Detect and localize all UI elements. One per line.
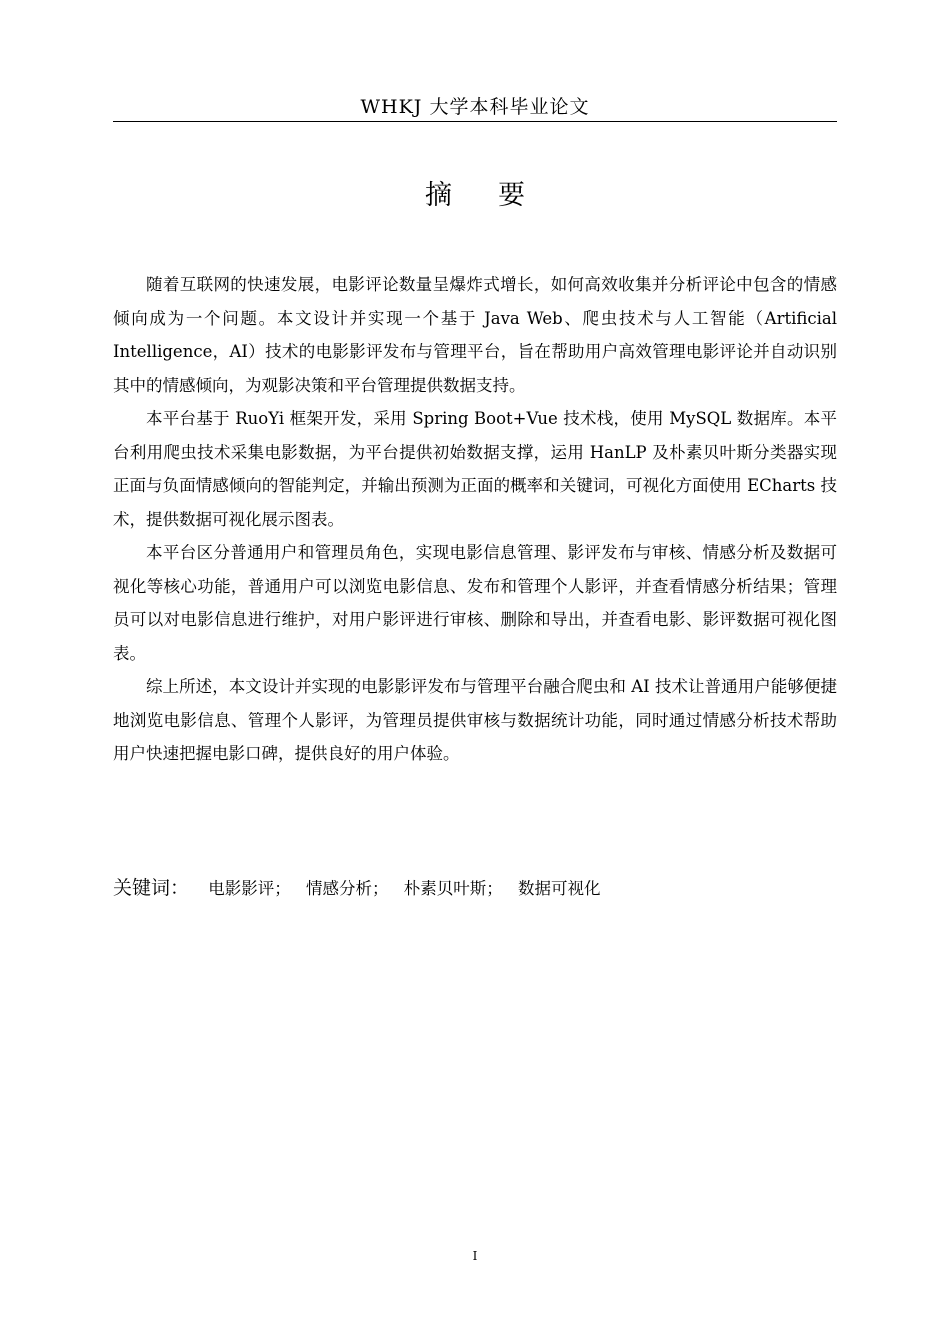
keywords-label: 关键词：: [113, 877, 190, 899]
abstract-paragraph: 随着互联网的快速发展，电影评论数量呈爆炸式增长，如何高效收集并分析评论中包含的情感倾向成为一个问题。本文设计并实现一个基于 Java Web、爬虫技术与人工智能（Artificial Intelligence，AI）技术的电影影评发布与管理平台，旨在帮助用户高效管理电影评论并自动识别其中的情感倾向，为观影决策和平台管理提供数据支持。: [113, 275, 837, 395]
abstract-title: 摘要: [425, 180, 571, 211]
keyword-item: 电影影评；: [208, 879, 291, 898]
keywords-line: [113, 872, 837, 905]
abstract-paragraph: 本平台基于 RuoYi 框架开发，采用 Spring Boot+Vue 技术栈，使用 MySQL 数据库。本平台利用爬虫技术采集电影数据，为平台提供初始数据支撑，运用 HanLP 及朴素贝叶斯分类器实现正面与负面情感倾向的智能判定，并输出预测为正面的概率和关键词，可视化方面使用 ECharts 技术，提供数据可视化展示图表。: [113, 409, 837, 529]
abstract-paragraph: 本平台区分普通用户和管理员角色，实现电影信息管理、影评发布与审核、情感分析及数据可视化等核心功能，普通用户可以浏览电影信息、发布和管理个人影评，并查看情感分析结果；管理员可以对电影信息进行维护，对用户影评进行审核、删除和导出，并查看电影、影评数据可视化图表。: [113, 543, 837, 663]
abstract-body: [113, 268, 837, 771]
page-number: I: [472, 1249, 478, 1263]
keyword-item: 朴素贝叶斯；: [403, 879, 503, 898]
keyword-item: 数据可视化: [518, 879, 601, 898]
header-divider: [113, 121, 837, 122]
page-header: WHKJ 大学本科毕业论文: [360, 96, 590, 118]
abstract-paragraph: 综上所述，本文设计并实现的电影影评发布与管理平台融合爬虫和 AI 技术让普通用户能够便捷地浏览电影信息、管理个人影评，为管理员提供审核与数据统计功能，同时通过情感分析技术帮助用户快速把握电影口碑，提供良好的用户体验。: [113, 677, 837, 763]
keyword-item: 情感分析；: [306, 879, 389, 898]
